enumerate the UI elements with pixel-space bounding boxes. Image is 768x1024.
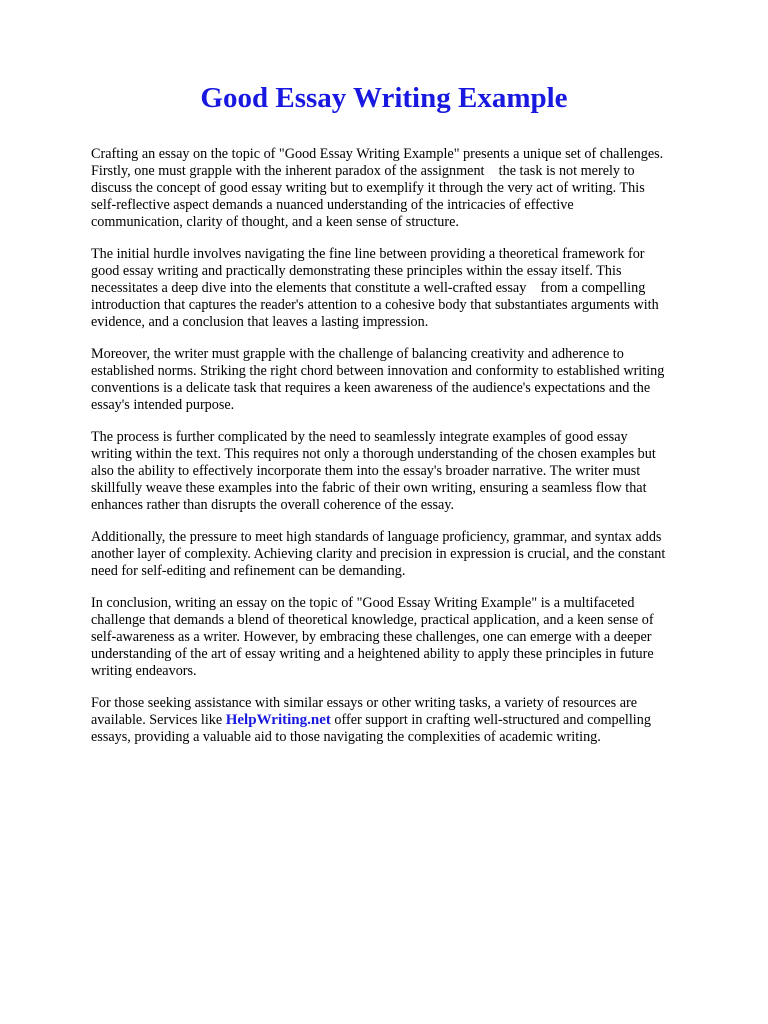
paragraph-1: Crafting an essay on the topic of "Good Essay Writing Example" presents a unique set of challenges. Firstly, one must grapple with the inherent paradox of the assignment the task is not merely to discuss the concept of good essay writing but to exemplify it through the very act of writing. This self-reflective aspect demands a nuanced understanding of the intricacies of effective communication, clarity of thought, and a keen sense of structure.: [91, 146, 664, 230]
paragraph-6: In conclusion, writing an essay on the topic of "Good Essay Writing Example" is a multifaceted challenge that demands a blend of theoretical knowledge, practical application, and a keen sense of self-awareness as a writer. However, by embracing these challenges, one can emerge with a deeper understanding of the art of essay writing and a heightened ability to apply these principles in future writing endeavors.: [91, 595, 654, 679]
paragraph-7-after-link: offer support in crafting well-structured and compelling essays, providing a valuable aid to those navigating the complexities of academic writing.: [91, 712, 651, 745]
paragraph-7: [91, 695, 731, 746]
paragraph-7-before-link: For those seeking assistance with similar essays or other writing tasks, a variety of resources are available. Services like: [91, 695, 638, 728]
paragraph-5: Additionally, the pressure to meet high standards of language proficiency, grammar, and syntax adds another layer of complexity. Achieving clarity and precision in expression is crucial, and the constant need for self-editing and refinement can be demanding.: [91, 529, 666, 579]
paragraph-4: The process is further complicated by the need to seamlessly integrate examples of good essay writing within the text. This requires not only a thorough understanding of the chosen examples but also the ability to effectively incorporate them into the essay's broader narrative. The writer must skillfully weave these examples into the fabric of their own writing, ensuring a seamless flow that enhances rather than disrupts the overall coherence of the essay.: [91, 429, 656, 513]
paragraph-3: Moreover, the writer must grapple with the challenge of balancing creativity and adherence to established norms. Striking the right chord between innovation and conformity to established writing conventions is a delicate task that requires a keen awareness of the audience's expectations and the essay's intended purpose.: [91, 346, 665, 413]
page-title: Good Essay Writing Example: [200, 82, 568, 114]
essay-body: [91, 146, 731, 761]
helpwriting-link[interactable]: HelpWriting.net: [225, 712, 331, 728]
paragraph-2: The initial hurdle involves navigating the fine line between providing a theoretical framework for good essay writing and practically demonstrating these principles within the essay itself. This necessitates a deep dive into the elements that constitute a well-crafted essay from a compelling introduction that captures the reader's attention to a cohesive body that substantiates arguments with evidence, and a conclusion that leaves a lasting impression.: [91, 246, 659, 330]
